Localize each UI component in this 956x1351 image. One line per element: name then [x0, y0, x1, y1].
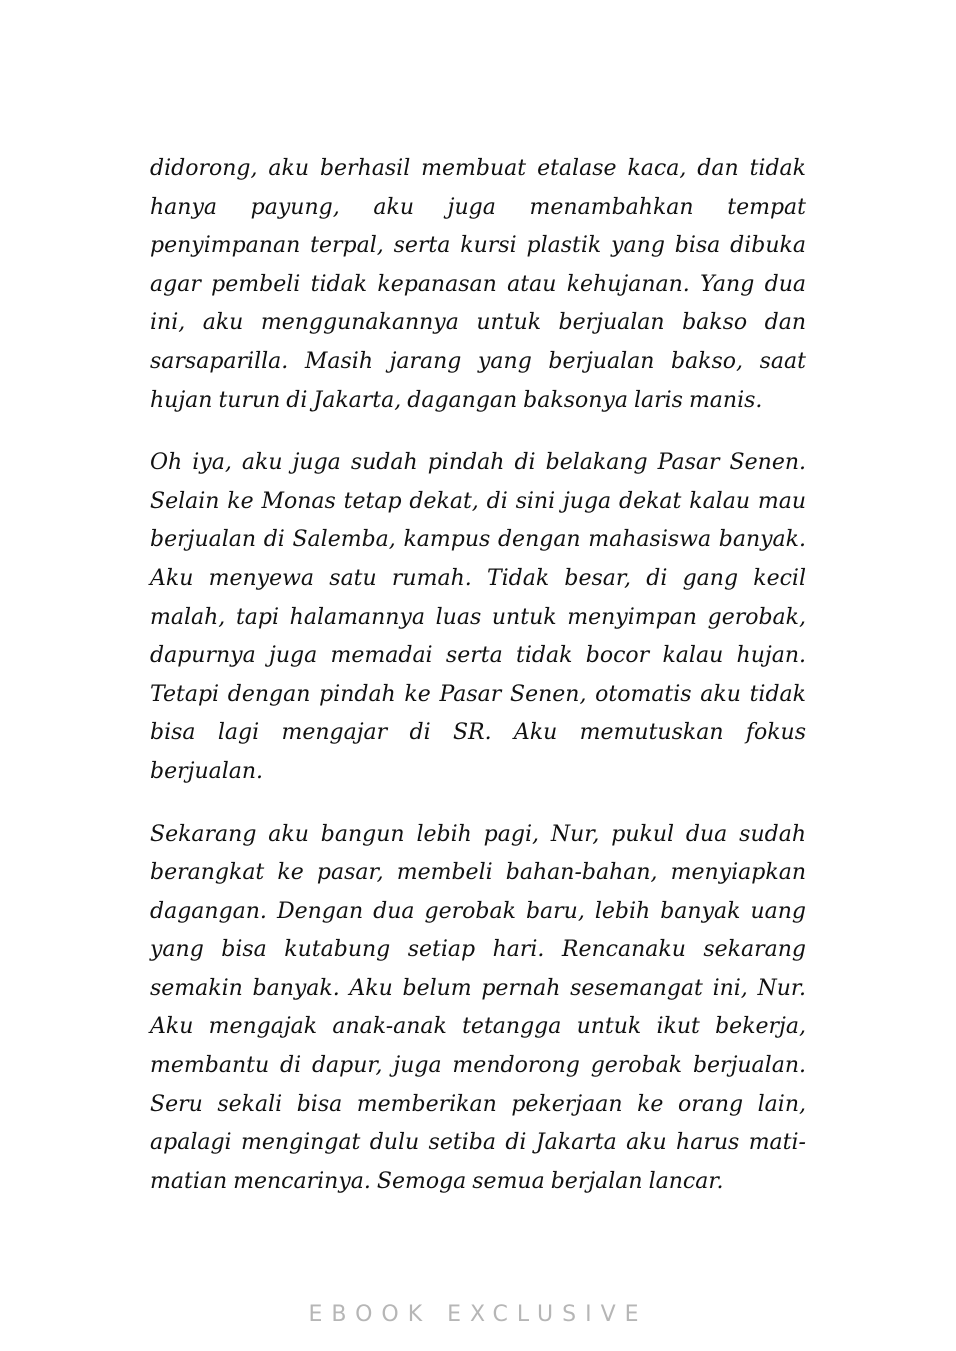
body-text	[150, 150, 806, 1225]
footer-ebook-exclusive: EBOOK EXCLUSIVE	[308, 1302, 648, 1327]
paragraph-2: Oh iya, aku juga sudah pindah di belakang Pasar Senen. Selain ke Monas tetap dekat, di sini juga dekat kalau mau berjualan di Salemba, kampus dengan mahasiswa banyak. Aku menyewa satu rumah. Tidak besar, di gang kecil malah, tapi halamannya luas untuk menyimpan gerobak, dapurnya juga memadai serta tidak bocor kalau hujan. Tetapi dengan pindah ke Pasar Senen, otomatis aku tidak bisa lagi mengajar di SR. Aku memutuskan fokus berjualan.	[150, 450, 806, 784]
paragraph-3: Sekarang aku bangun lebih pagi, Nur, pukul dua sudah berangkat ke pasar, membeli bahan-bahan, menyiapkan dagangan. Dengan dua gerobak baru, lebih banyak uang yang bisa kutabung setiap hari. Rencanaku sekarang semakin banyak. Aku belum pernah sesemangat ini, Nur. Aku mengajak anak-anak tetangga untuk ikut bekerja, membantu di dapur, juga mendorong gerobak berjualan. Seru sekali bisa memberikan pekerjaan ke orang lain, apalagi mengingat dulu setiba di Jakarta aku harus mati-matian mencarinya. Semoga semua berjalan lancar.	[150, 821, 806, 1194]
paragraph-1: didorong, aku berhasil membuat etalase kaca, dan tidak hanya payung, aku juga menambahkan tempat penyimpanan terpal, serta kursi plastik yang bisa dibuka agar pembeli tidak kepanasan atau kehujanan. Yang dua ini, aku menggunakannya untuk berjualan bakso dan sarsaparilla. Masih jarang yang berjualan bakso, saat hujan turun di Jakarta, dagangan baksonya laris manis.	[150, 156, 806, 413]
